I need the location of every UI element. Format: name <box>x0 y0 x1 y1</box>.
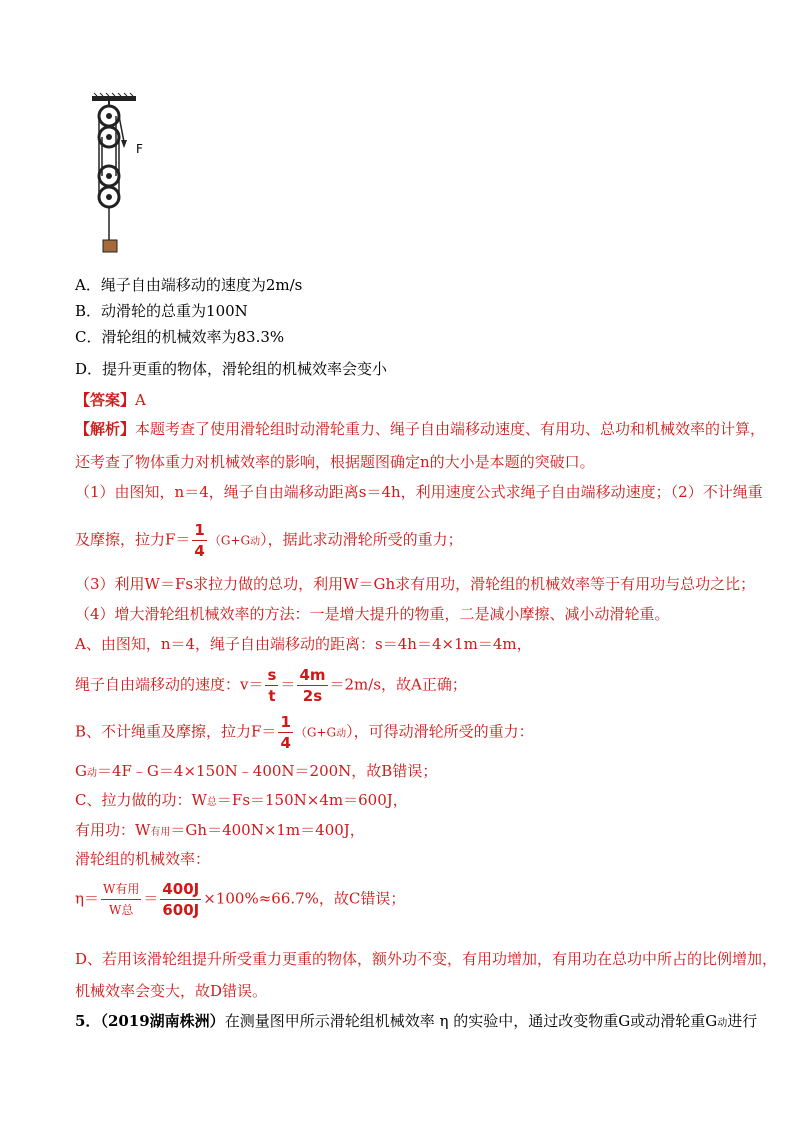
force-arrow <box>121 140 127 148</box>
pulley-figure <box>88 92 158 254</box>
analysis-d-1: D、若用该滑轮组提升所受重力更重的物体，额外功不变，有用功增加，有用功在总功中所占的比例增加， <box>75 950 778 968</box>
analysis-c-1: C、拉力做的功：W总＝Fs＝150N×4m＝600J， <box>75 791 408 809</box>
analysis-line-6: （4）增大滑轮组机械效率的方法：一是增大提升的物重，二是减小摩擦、减小动滑轮重。 <box>75 605 670 623</box>
pulley-diagram <box>88 92 158 254</box>
option-d: D．提升更重的物体，滑轮组的机械效率会变小 <box>75 360 388 378</box>
ceiling <box>92 96 136 101</box>
question-source: （2019湖南株洲） <box>100 1012 225 1030</box>
option-c: C．滑轮组的机械效率为83.3% <box>75 328 285 346</box>
question-5: 5．（2019湖南株洲）在测量图甲所示滑轮组机械效率 η 的实验中，通过改变物重G或动滑轮重G动进行 <box>75 1012 758 1030</box>
analysis-line-1: 【解析】本题考查了使用滑轮组时动滑轮重力、绳子自由端移动速度、有用功、总功和机械效率的计算， <box>75 420 766 438</box>
analysis-line-5: （3）利用W＝Fs求拉力做的总功，利用W＝Gh求有用功，滑轮组的机械效率等于有用功与总功之比； <box>75 575 756 593</box>
fraction-w-ratio: $\frac{\text{W有用}}{\text{W总}}$ <box>101 879 141 920</box>
analysis-c-2: 有用功：W有用＝Gh＝400N×1m＝400J， <box>75 821 365 839</box>
fraction-4m-over-2s: $\frac{4m}{2s}$ <box>299 666 326 705</box>
answer-line <box>75 390 146 410</box>
analysis-line-3: （1）由图知，n＝4，绳子自由端移动距离s＝4h，利用速度公式求绳子自由端移动速度；（2）不计绳重 <box>75 483 763 501</box>
analysis-d-2: 机械效率会变大，故D错误。 <box>75 982 268 1000</box>
fraction-quarter-2: $\frac{1}{4}$ <box>280 713 291 752</box>
load-block <box>103 240 117 252</box>
answer-label: 【答案】 <box>75 391 136 409</box>
analysis-b-2: G动＝4F﹣G＝4×150N﹣400N＝200N，故B错误； <box>75 762 438 780</box>
analysis-a-1: A、由图知，n＝4，绳子自由端移动的距离：s＝4h＝4×1m＝4m， <box>75 635 532 653</box>
analysis-c-4: η＝ $\frac{\text{W有用}}{\text{W总}}$ ＝ $\frac{400J}{600J}$ ×100%≈66.7%，故C错误； <box>75 880 406 919</box>
analysis-a-2: 绳子自由端移动的速度：v＝ $\frac{s}{t}$ ＝ $\frac{4m}{2s}$ ＝2m/s，故A正确； <box>75 666 467 705</box>
option-a: A．绳子自由端移动的速度为2m/s <box>75 276 303 294</box>
answer-value: A <box>135 391 146 409</box>
analysis-b-1: B、不计绳重及摩擦，拉力F＝ $\frac{1}{4}$ （G+G动），可得动滑轮所受的重力： <box>75 713 534 752</box>
analysis-line-2: 还考查了物体重力对机械效率的影响，根据题图确定n的大小是本题的突破口。 <box>75 453 595 471</box>
force-label: F <box>136 142 143 156</box>
analysis-label: 【解析】 <box>75 420 136 438</box>
fraction-quarter: $\frac{1}{4}$ <box>194 521 205 560</box>
question-number: 5． <box>75 1012 101 1030</box>
analysis-c-3: 滑轮组的机械效率： <box>75 850 211 868</box>
fraction-400-over-600: $\frac{400J}{600J}$ <box>162 880 200 919</box>
analysis-line-4: 及摩擦，拉力F＝ $\frac{1}{4}$ （G+G动），据此求动滑轮所受的重力； <box>75 521 463 560</box>
fraction-s-over-t: $\frac{s}{t}$ <box>267 666 277 705</box>
option-b: B．动滑轮的总重为100N <box>75 302 248 320</box>
